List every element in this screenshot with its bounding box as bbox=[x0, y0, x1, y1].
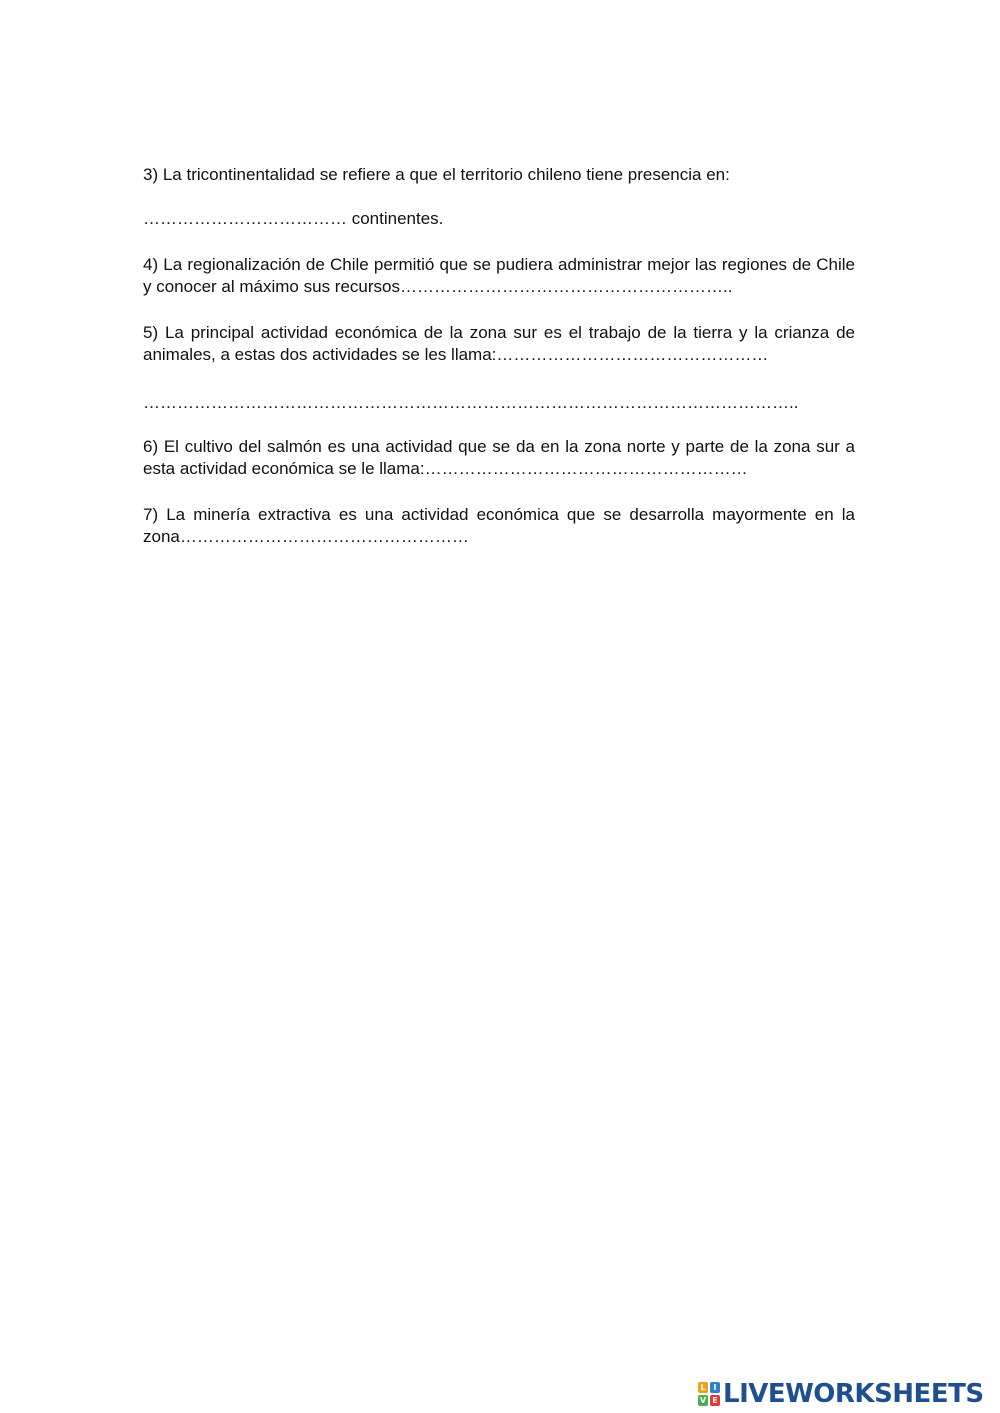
question-5: 5) La principal actividad económica de la zona sur es el trabajo de la tierra y la crianza de animales, a estas dos actividades se les llama:………………………………………… bbox=[143, 323, 855, 364]
live-logo-icon bbox=[697, 1381, 721, 1407]
liveworksheets-logo bbox=[697, 1380, 984, 1408]
question-5-answer-blank[interactable]: …………………………………………………………………………………………………….. bbox=[143, 393, 799, 412]
logo-letter-e: E bbox=[710, 1395, 720, 1406]
logo-letter-v: V bbox=[699, 1396, 707, 1405]
question-6: 6) El cultivo del salmón es una actividad que se da en la zona norte y parte de la zona sur a esta actividad económica se le llama:………………………………………………… bbox=[143, 437, 855, 478]
question-3-answer-blank[interactable]: ……………………………… continentes. bbox=[143, 209, 444, 228]
worksheet-content bbox=[143, 164, 855, 548]
logo-letter-l: L bbox=[698, 1382, 708, 1393]
logo-wordmark: LIVEWORKSHEETS bbox=[723, 1379, 984, 1409]
question-7: 7) La minería extractiva es una actividad económica que se desarrolla mayormente en la zona…………………………………………… bbox=[143, 505, 855, 546]
question-3: 3) La tricontinentalidad se refiere a que el territorio chileno tiene presencia en: bbox=[143, 165, 730, 184]
question-4: 4) La regionalización de Chile permitió que se pudiera administrar mejor las regiones de Chile y conocer al máximo sus recursos………………………………………………….. bbox=[143, 255, 855, 296]
logo-letter-i: I bbox=[710, 1382, 720, 1393]
